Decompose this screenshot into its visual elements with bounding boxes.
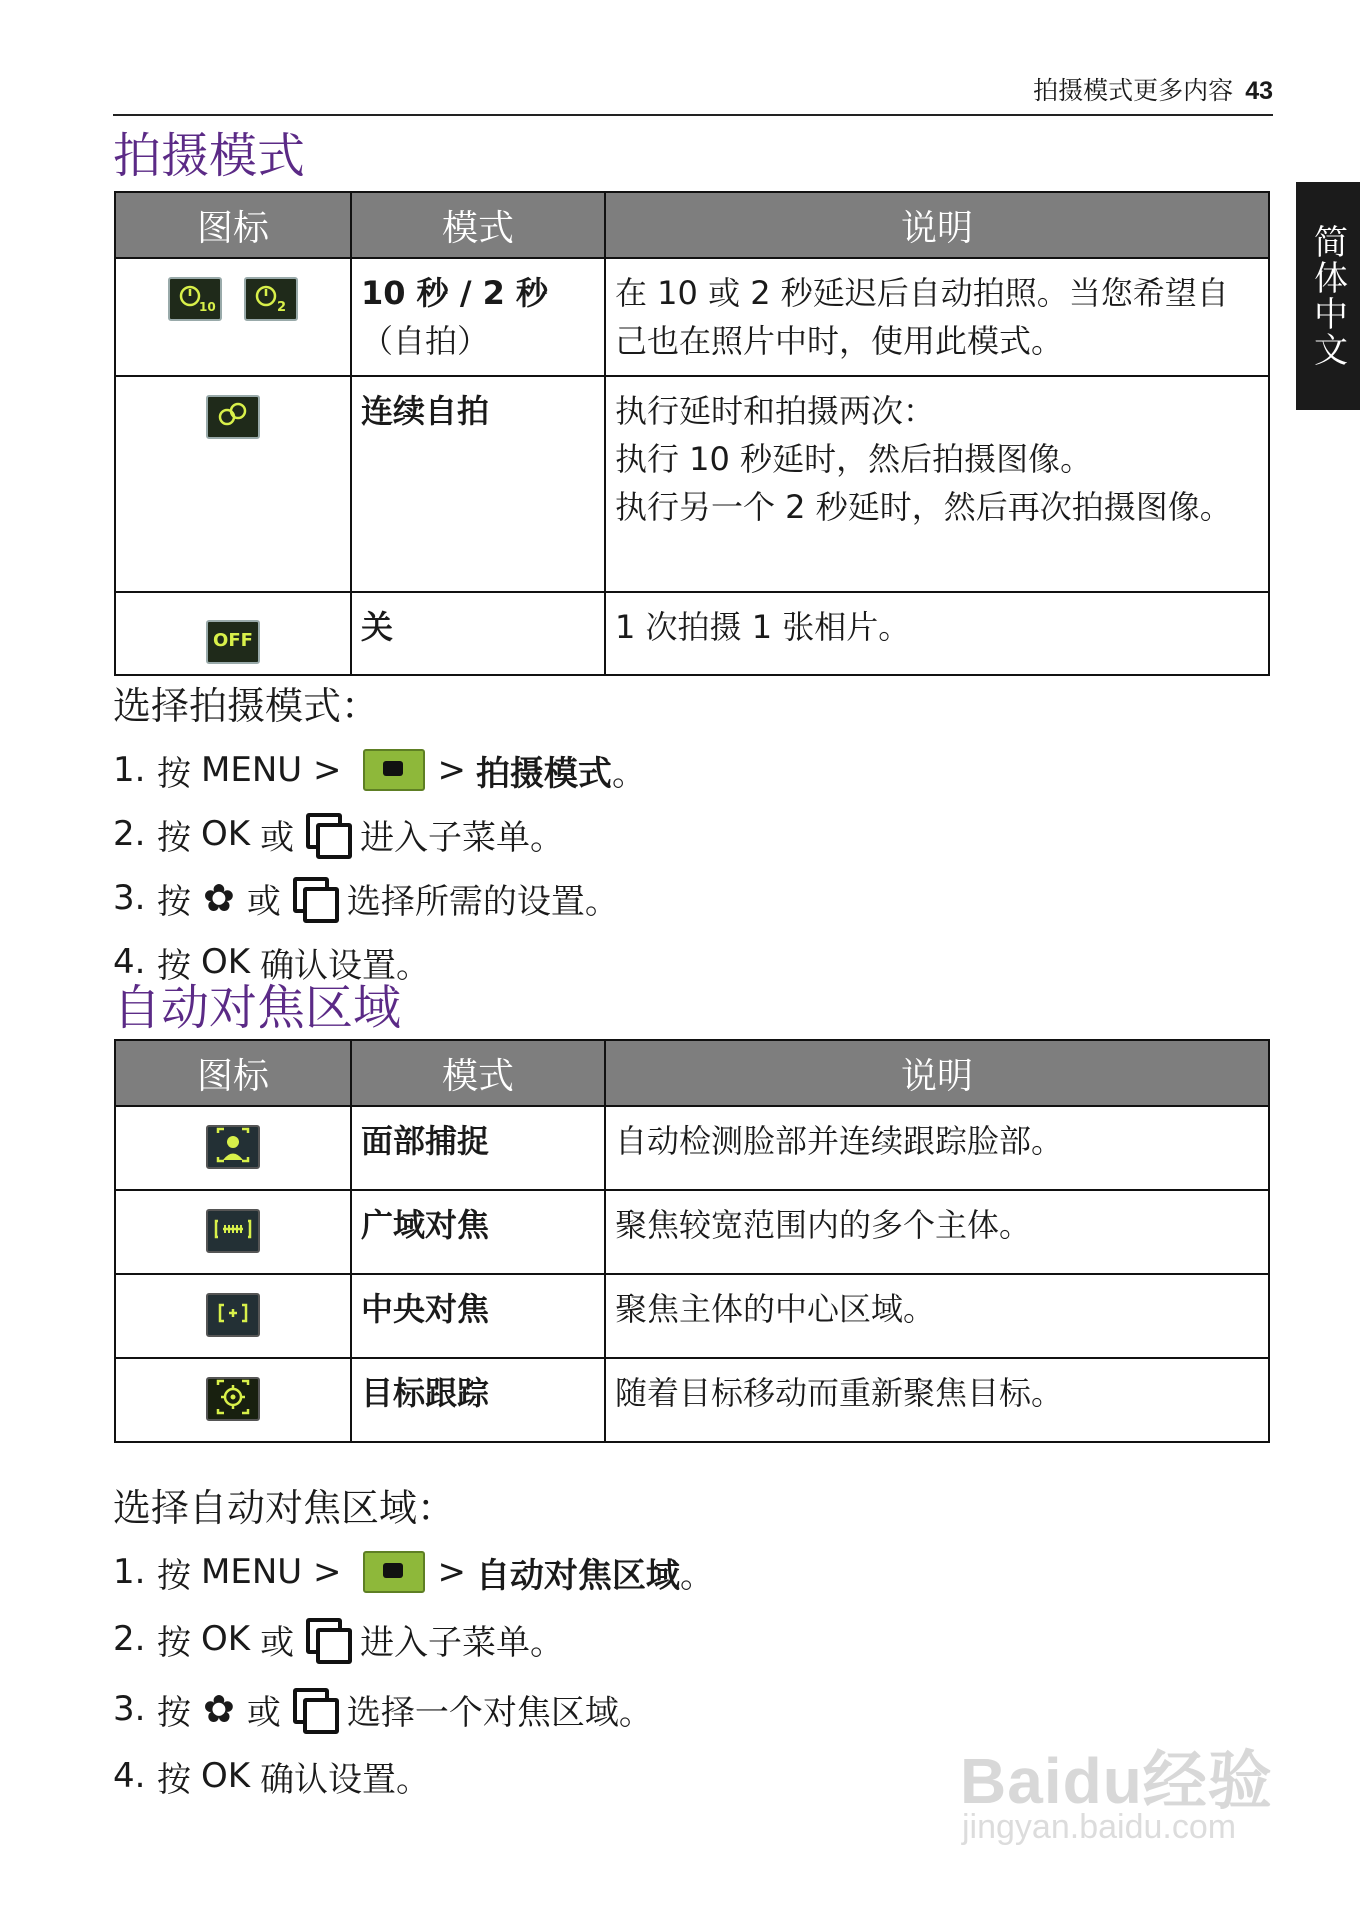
mode-cell <box>351 376 605 592</box>
step-number: 1. <box>113 750 146 790</box>
mode-name: 关 <box>361 608 394 646</box>
step-text: 确认设置。 <box>260 945 431 986</box>
step-text: 按 <box>157 945 191 986</box>
off-icon: OFF <box>206 620 260 664</box>
af-area-steps <box>113 1482 714 1808</box>
macro-icon: ✿ <box>203 876 235 920</box>
step-item <box>113 802 646 866</box>
target-tracking-icon <box>206 1377 260 1421</box>
description-line: 执行另一个 2 秒延时，然后再次拍摄图像。 <box>615 488 1232 526</box>
menu-item-name: 拍摄模式 <box>475 753 612 794</box>
function-button-icon <box>306 1618 348 1660</box>
page-number: 43 <box>1245 77 1273 105</box>
icon-cell <box>115 1190 351 1274</box>
step-text: 。 <box>679 1555 714 1596</box>
step-text: 按 <box>157 881 191 922</box>
icon-cell <box>115 376 351 592</box>
step-text: 。 <box>611 753 646 794</box>
step-number: 3. <box>113 878 146 918</box>
page-header <box>113 74 1273 116</box>
col-header-description: 说明 <box>605 192 1269 258</box>
shooting-mode-table <box>114 191 1270 676</box>
col-header-icon: 图标 <box>115 1040 351 1106</box>
ok-key: OK <box>201 1756 251 1796</box>
step-text: 或 <box>246 1692 281 1733</box>
mode-name: 广域对焦 <box>361 1206 490 1244</box>
description-cell: 在 10 或 2 秒延迟后自动拍照。当您希望自己也在照片中时，使用此模式。 <box>605 258 1269 376</box>
description-cell: 1 次拍摄 1 张相片。 <box>605 592 1269 675</box>
step-number: 1. <box>113 1552 146 1592</box>
mode-name: 10 秒 / 2 秒 <box>361 274 549 312</box>
col-header-icon: 图标 <box>115 192 351 258</box>
wide-focus-icon <box>206 1209 260 1253</box>
table-row <box>115 376 1269 592</box>
steps-lead: 选择拍摄模式： <box>113 684 380 728</box>
ok-key: OK <box>201 1619 251 1659</box>
col-header-mode: 模式 <box>351 1040 605 1106</box>
step-text: 进入子菜单。 <box>360 817 565 858</box>
step-text: 选择一个对焦区域。 <box>346 1692 653 1733</box>
mode-name: 面部捕捉 <box>361 1122 490 1160</box>
menu-key: MENU > <box>201 750 342 790</box>
table-row <box>115 258 1269 376</box>
step-number: 4. <box>113 1756 146 1796</box>
description-cell: 自动检测脸部并连续跟踪脸部。 <box>605 1106 1269 1190</box>
face-tracking-icon <box>206 1125 260 1169</box>
table-header-row <box>115 192 1269 258</box>
step-text: 按 <box>157 1692 191 1733</box>
baidu-watermark-url: jingyan.baidu.com <box>962 1808 1237 1846</box>
icon-cell <box>115 1106 351 1190</box>
section-title-af-area: 自动对焦区域 <box>113 980 402 1036</box>
step-text: 或 <box>260 1622 295 1663</box>
description-cell: 聚焦较宽范围内的多个主体。 <box>605 1190 1269 1274</box>
description-cell: 聚焦主体的中心区域。 <box>605 1274 1269 1358</box>
step-item <box>113 738 646 802</box>
menu-key: MENU > <box>201 1552 342 1592</box>
baidu-watermark-logo: Baidu经验 <box>960 1745 1273 1817</box>
step-text: 按 <box>157 817 191 858</box>
mode-cell <box>351 258 605 376</box>
description-line: 执行 10 秒延时，然后拍摄图像。 <box>615 440 1093 478</box>
camera-menu-icon <box>363 1551 425 1593</box>
step-text: 选择所需的设置。 <box>346 881 619 922</box>
table-row <box>115 1190 1269 1274</box>
step-number: 4. <box>113 942 146 982</box>
step-text: 确认设置。 <box>260 1759 431 1800</box>
step-text: > <box>437 750 466 790</box>
mode-name: 连续自拍 <box>361 392 490 430</box>
svg-text:2: 2 <box>277 300 287 315</box>
step-number: 3. <box>113 1689 146 1729</box>
header-title: 拍摄模式更多内容 <box>1033 76 1234 105</box>
table-row <box>115 1358 1269 1442</box>
center-focus-icon <box>206 1293 260 1337</box>
step-item <box>113 1744 714 1808</box>
step-item <box>113 1604 714 1674</box>
step-item <box>113 1540 714 1604</box>
section-title-shooting-mode: 拍摄模式 <box>113 128 306 184</box>
camera-menu-icon <box>363 749 425 791</box>
col-header-mode: 模式 <box>351 192 605 258</box>
table-row <box>115 1106 1269 1190</box>
mode-subtitle: （自拍） <box>361 322 490 360</box>
step-text: 进入子菜单。 <box>360 1622 565 1663</box>
function-button-icon <box>293 1688 335 1730</box>
language-tab-label: 简体中文 <box>1307 224 1348 368</box>
ok-key: OK <box>201 942 251 982</box>
step-text: > <box>437 1552 466 1592</box>
function-button-icon <box>293 877 335 919</box>
af-area-table <box>114 1039 1270 1443</box>
step-text: 按 <box>157 1759 191 1800</box>
steps-lead: 选择自动对焦区域： <box>113 1486 456 1530</box>
icon-cell <box>115 258 351 376</box>
self-timer-10s-icon <box>168 277 222 321</box>
mode-name: 中央对焦 <box>361 1290 490 1328</box>
description-cell <box>605 376 1269 592</box>
menu-item-name: 自动对焦区域 <box>475 1555 680 1596</box>
svg-text:10: 10 <box>198 300 216 314</box>
mode-cell <box>351 1190 605 1274</box>
ok-key: OK <box>201 814 251 854</box>
description-line: 执行延时和拍摄两次： <box>615 392 936 430</box>
step-number: 2. <box>113 814 146 854</box>
step-item <box>113 866 646 930</box>
mode-cell <box>351 1274 605 1358</box>
step-text: 或 <box>246 881 281 922</box>
table-header-row <box>115 1040 1269 1106</box>
mode-cell <box>351 592 605 675</box>
icon-cell <box>115 592 351 675</box>
step-text: 按 <box>157 1555 191 1596</box>
double-self-timer-icon <box>206 395 260 439</box>
step-number: 2. <box>113 1619 146 1659</box>
icon-cell <box>115 1274 351 1358</box>
step-item <box>113 1674 714 1744</box>
mode-cell <box>351 1358 605 1442</box>
col-header-description: 说明 <box>605 1040 1269 1106</box>
self-timer-2s-icon <box>244 277 298 321</box>
icon-cell <box>115 1358 351 1442</box>
step-text: 或 <box>260 817 295 858</box>
macro-icon: ✿ <box>203 1687 235 1731</box>
shooting-mode-steps <box>113 680 646 994</box>
language-tab <box>1296 182 1360 410</box>
description-cell: 随着目标移动而重新聚焦目标。 <box>605 1358 1269 1442</box>
step-text: 按 <box>157 1622 191 1663</box>
table-row <box>115 592 1269 675</box>
step-text: 按 <box>157 753 191 794</box>
mode-cell <box>351 1106 605 1190</box>
mode-name: 目标跟踪 <box>361 1374 490 1412</box>
function-button-icon <box>306 813 348 855</box>
table-row <box>115 1274 1269 1358</box>
